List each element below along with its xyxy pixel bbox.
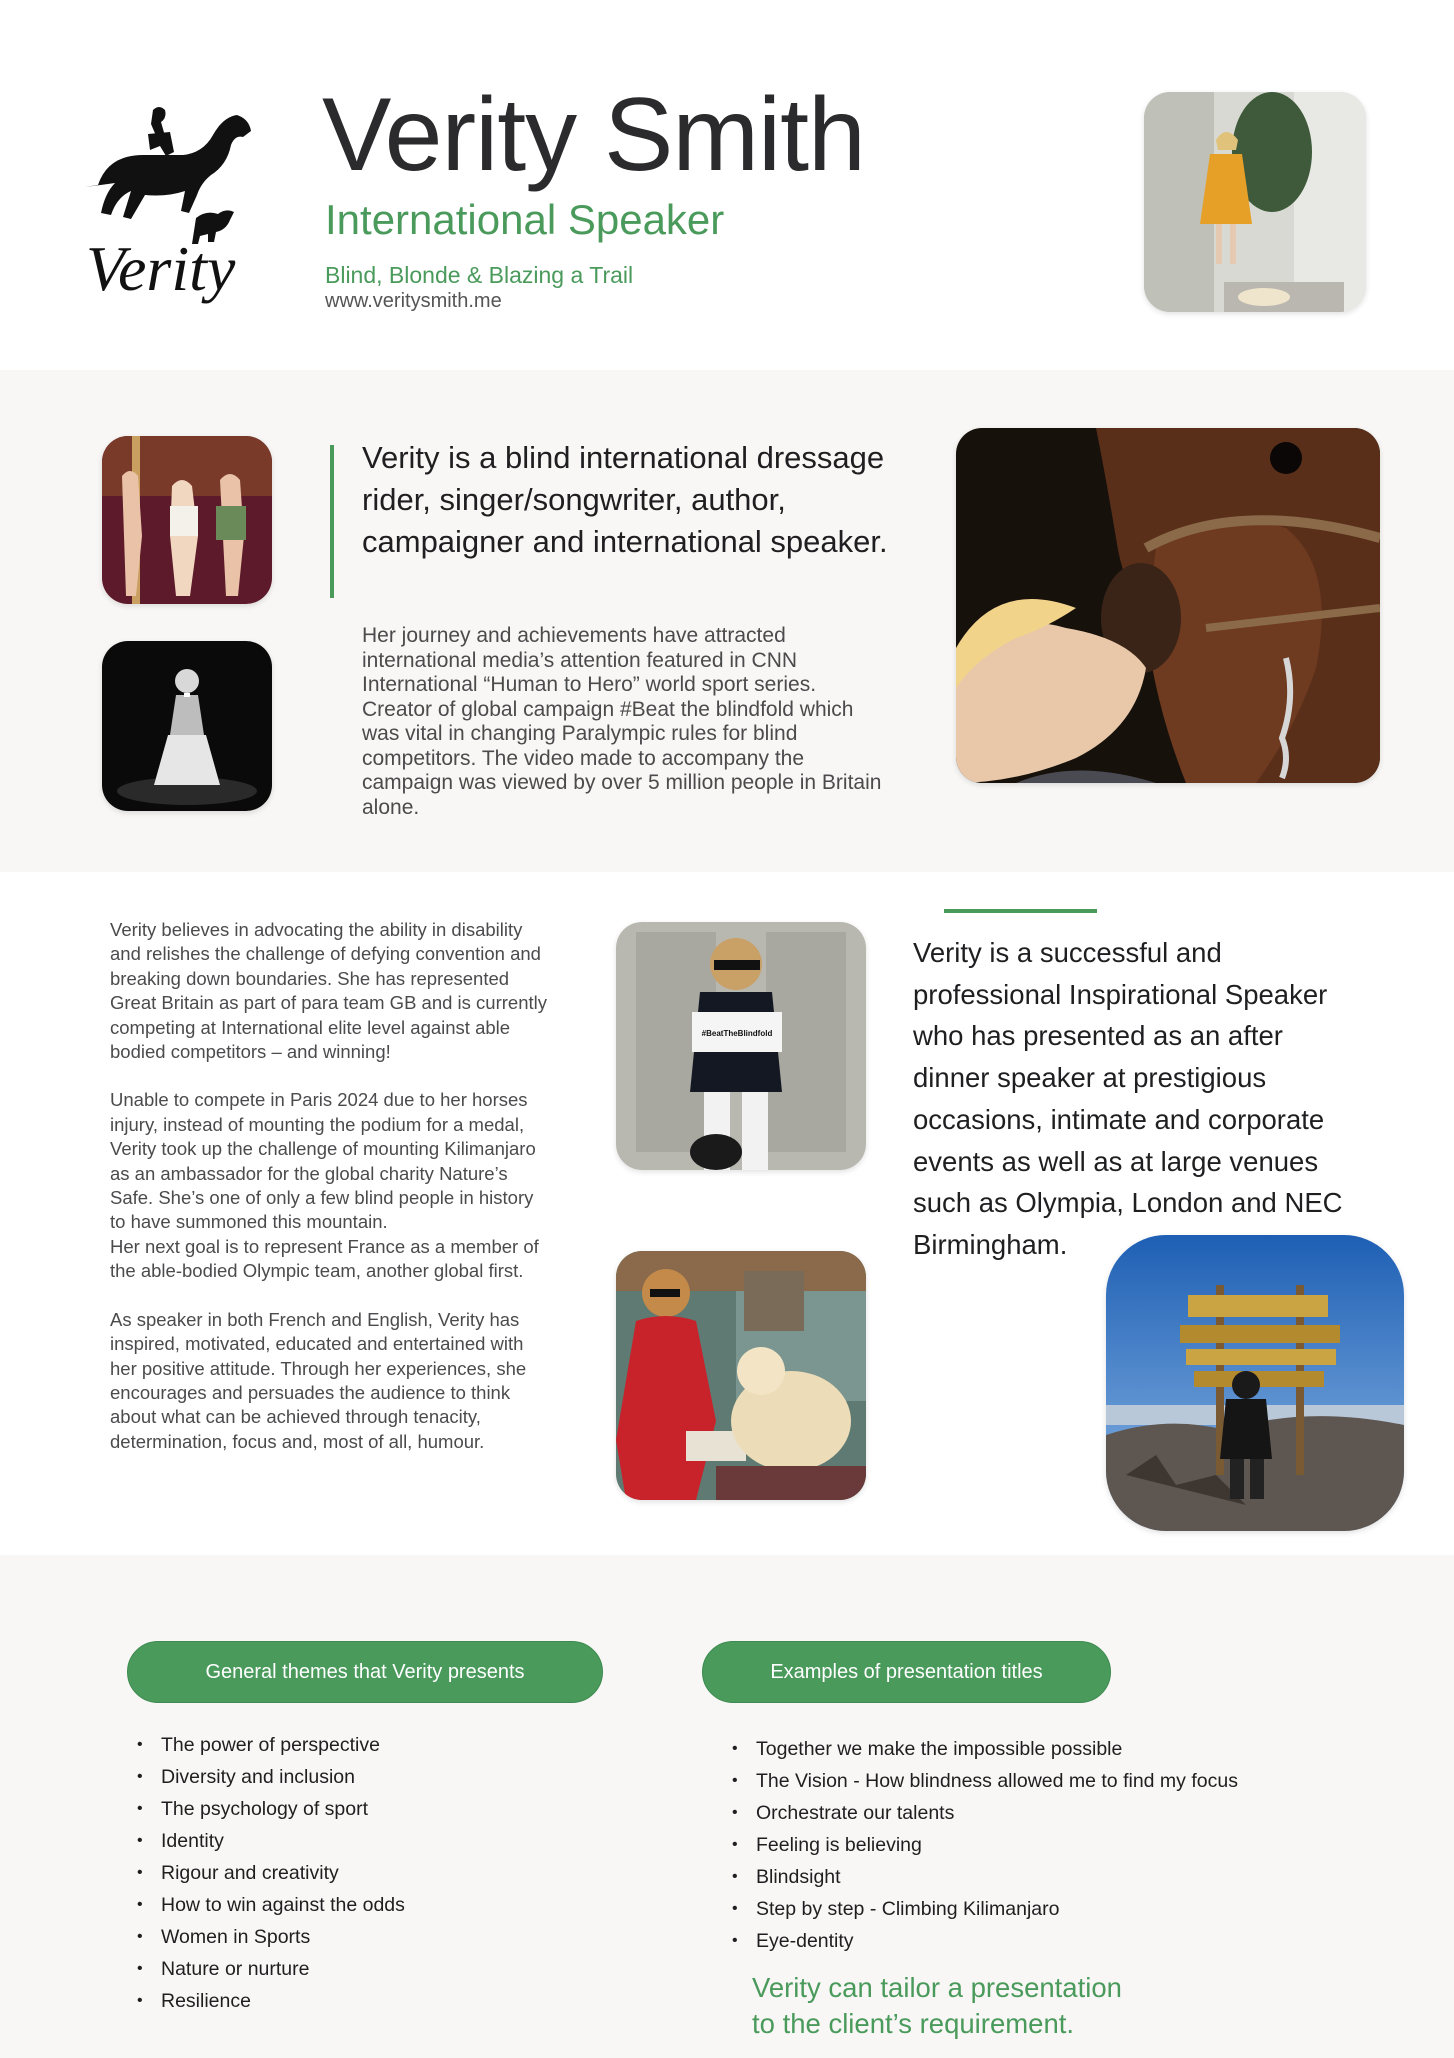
reading-with-dog-photo [616,1251,866,1500]
bio-paragraph: Unable to compete in Paris 2024 due to her horses injury, instead of mounting the podium for a medal, Verity took up the challenge of mounting Kilimanjaro as an ambassador for the global charity Nature’s Safe. She’s one of only a few blind people in history to have summoned this mountain. [110,1089,536,1233]
list-item: • Eye-dentity [729,1925,1349,1957]
stage-performance-photo [102,641,272,811]
themes-list [134,1729,614,2017]
blindfold-sign-text: #BeatTheBlindfold [701,1029,773,1038]
website-link[interactable]: www.veritysmith.me [325,290,502,312]
titles-list [729,1733,1349,1957]
tailor-note [752,1970,1172,2042]
list-item: • Together we make the impossible possible [729,1733,1349,1765]
biography-text [110,918,550,1478]
horse-rider-logo [78,90,273,310]
list-item: • The Vision - How blindness allowed me to find my focus [729,1765,1349,1797]
themes-heading: General themes that Verity presents [127,1641,603,1703]
list-item: • Blindsight [729,1861,1349,1893]
list-item: • The power of perspective [134,1729,614,1761]
list-item: • Orchestrate our talents [729,1797,1349,1829]
blindfold-campaign-photo [616,922,866,1170]
tagline: Blind, Blonde & Blazing a Trail [325,262,634,288]
bio-paragraph: Verity believes in advocating the ability in disability and relishes the challenge of defying convention and breaking down boundaries. She has represented Great Britain as part of para team GB and is currently competing at International elite level against able bodied competitors – and winning! [110,919,547,1063]
bio-paragraph: Her next goal is to represent France as a member of the able-bodied Olympic team, another global first. [110,1235,539,1282]
speaker-summary: Verity is a successful and professional Inspirational Speaker who has presented as an after dinner speaker at prestigious occasions, intimate and corporate events as well as at large venues such as Olympia, London and NEC Birmingham. [913,937,1343,1260]
tailor-line: Verity can tailor a presentation [752,1972,1122,2003]
logo-wordmark: Verity [86,233,236,304]
horse-kiss-photo [956,428,1380,783]
list-item: • Step by step - Climbing Kilimanjaro [729,1893,1349,1925]
kilimanjaro-summit-photo [1106,1235,1404,1531]
list-item: • Nature or nurture [134,1953,614,1985]
list-item: • Rigour and creativity [134,1857,614,1889]
speaker-photo [1144,92,1366,312]
list-item: • Women in Sports [134,1921,614,1953]
accent-line [944,909,1097,913]
intro-lead: Verity is a blind international dressage rider, singer/songwriter, author, campaigner and international speaker. [362,440,888,559]
page-title: Verity Smith [322,77,865,193]
list-item: • Diversity and inclusion [134,1761,614,1793]
list-item: • Feeling is believing [729,1829,1349,1861]
list-item: • The psychology of sport [134,1793,614,1825]
bio-paragraph: As speaker in both French and English, Verity has inspired, motivated, educated and entertained with her positive attitude. Through her experiences, she encourages and persuades the audience to think about what can be achieved through tenacity, determination, focus and, most of all, humour. [110,1308,527,1452]
cabaret-photo [102,436,272,604]
list-item: • Identity [134,1825,614,1857]
list-item: • Resilience [134,1985,614,2017]
intro-body: Her journey and achievements have attracted international media’s attention featured in CNN International “Human to Hero” world sport series. Creator of global campaign #Beat the blindfold which was vital in changing Paralympic rules for blind competitors. The video made to accompany the campaign was viewed by over 5 million people in Britain alone. [362,624,882,819]
accent-bar [330,445,334,598]
titles-heading: Examples of presentation titles [702,1641,1111,1703]
speaker-role: International Speaker [325,196,725,243]
list-item: • How to win against the odds [134,1889,614,1921]
tailor-line: to the client’s requirement. [752,2008,1075,2039]
